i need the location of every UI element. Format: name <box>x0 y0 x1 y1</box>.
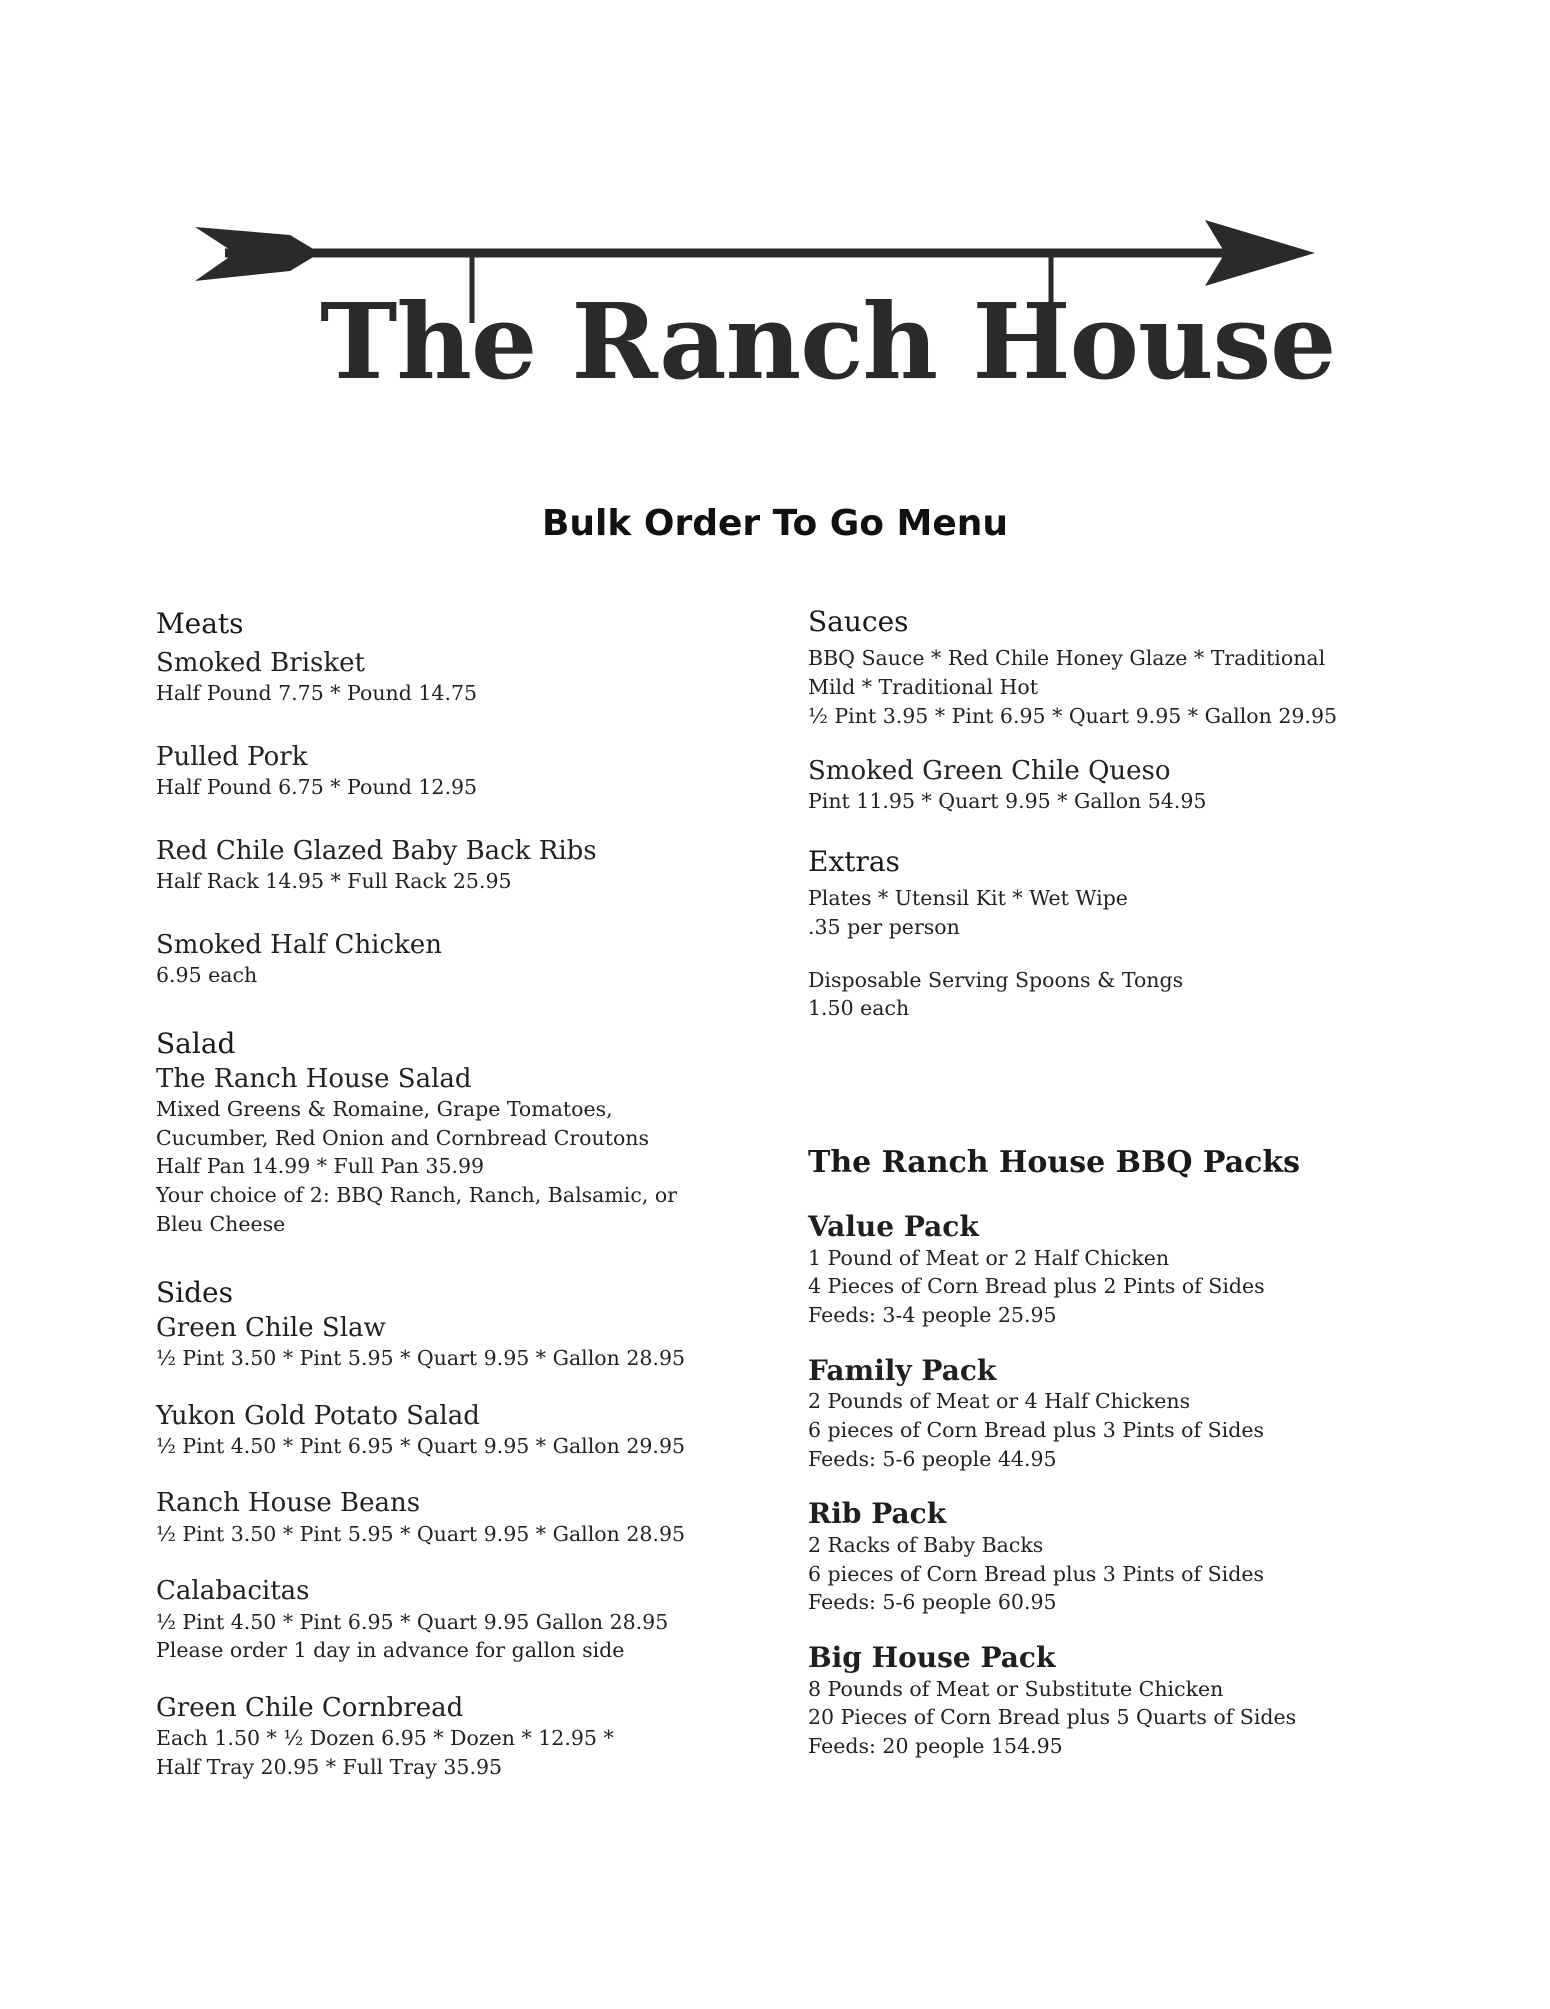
section-heading-sauces: Sauces <box>808 605 909 638</box>
pack-price: Feeds: 5-6 people 60.95 <box>808 1590 1057 1615</box>
pack-item <box>808 1354 1448 1474</box>
item-description: Disposable Serving Spoons & Tongs <box>808 967 1184 992</box>
item-description: Mixed Greens & Romaine, Grape Tomatoes, <box>156 1097 613 1122</box>
item-price: Half Pan 14.99 * Full Pan 35.99 <box>156 1154 485 1179</box>
item-price: ½ Pint 3.95 * Pint 6.95 * Quart 9.95 * Gallon 29.95 <box>808 703 1338 728</box>
item-description: Your choice of 2: BBQ Ranch, Ranch, Balsamic, or <box>156 1183 678 1208</box>
item-price: ½ Pint 4.50 * Pint 6.95 * Quart 9.95 * Gallon 29.95 <box>156 1433 686 1458</box>
pack-name: Big House Pack <box>808 1641 1056 1675</box>
pack-line: 6 pieces of Corn Bread plus 3 Pints of Sides <box>808 1418 1264 1442</box>
item-name: Green Chile Cornbread <box>156 1692 464 1723</box>
pack-name: Value Pack <box>808 1210 979 1244</box>
item-description: BBQ Sauce * Red Chile Honey Glaze * Traditional <box>808 646 1326 671</box>
pack-price: Feeds: 5-6 people 44.95 <box>808 1446 1057 1471</box>
pack-line: 4 Pieces of Corn Bread plus 2 Pints of Sides <box>808 1274 1265 1299</box>
item-price: Each 1.50 * ½ Dozen 6.95 * Dozen * 12.95 * <box>156 1726 614 1751</box>
item-name: Smoked Half Chicken <box>156 929 442 960</box>
item-name: Ranch House Beans <box>156 1488 421 1519</box>
item-note: Please order 1 day in advance for gallon side <box>156 1638 625 1663</box>
item-price: 1.50 each <box>808 996 910 1021</box>
section-heading-sides: Sides <box>156 1275 233 1309</box>
pack-item <box>808 1497 1448 1617</box>
pack-price: Feeds: 20 people 154.95 <box>808 1734 1063 1758</box>
menu-item <box>156 836 756 896</box>
section-heading-meats: Meats <box>156 607 244 640</box>
menu-item <box>156 1401 756 1461</box>
item-price: .35 per person <box>808 915 960 939</box>
menu-item <box>156 1576 756 1665</box>
pack-name: Rib Pack <box>808 1497 947 1531</box>
pack-item <box>808 1210 1448 1330</box>
right-column <box>808 606 1448 1761</box>
logo-wordmark: The Ranch House <box>320 280 1336 403</box>
pack-line: 1 Pound of Meat or 2 Half Chicken <box>808 1245 1170 1270</box>
pack-line: 20 Pieces of Corn Bread plus 5 Quarts of Sides <box>808 1705 1297 1730</box>
menu-item <box>156 742 756 802</box>
item-price: ½ Pint 3.50 * Pint 5.95 * Quart 9.95 * Gallon 28.95 <box>156 1521 686 1546</box>
pack-name: Family Pack <box>808 1353 997 1387</box>
section-heading-bbq-packs: The Ranch House BBQ Packs <box>808 1145 1301 1181</box>
item-name: Yukon Gold Potato Salad <box>156 1400 480 1431</box>
item-description: Plates * Utensil Kit * Wet Wipe <box>808 886 1128 911</box>
pack-line: 6 pieces of Corn Bread plus 3 Pints of Sides <box>808 1561 1264 1586</box>
item-price: Half Pound 6.75 * Pound 12.95 <box>156 775 478 800</box>
item-name: Green Chile Slaw <box>156 1312 386 1343</box>
meats-section <box>156 608 756 990</box>
item-name: Smoked Green Chile Queso <box>808 756 1171 787</box>
pack-price: Feeds: 3-4 people 25.95 <box>808 1303 1057 1328</box>
menu-item <box>156 1693 756 1782</box>
page-title: Bulk Order To Go Menu <box>541 503 1009 544</box>
left-column <box>156 608 756 1781</box>
item-name: Pulled Pork <box>156 742 308 773</box>
section-heading-salad: Salad <box>156 1026 236 1060</box>
pack-item <box>808 1641 1448 1761</box>
item-description: Cucumber, Red Onion and Cornbread Croutons <box>156 1125 650 1150</box>
item-name: Calabacitas <box>156 1576 310 1607</box>
item-price: Half Rack 14.95 * Full Rack 25.95 <box>156 869 512 894</box>
menu-item <box>156 1488 756 1548</box>
pack-line: 8 Pounds of Meat or Substitute Chicken <box>808 1676 1224 1701</box>
extras-section <box>808 846 1448 1023</box>
item-price: ½ Pint 4.50 * Pint 6.95 * Quart 9.95 Gallon 28.95 <box>156 1609 669 1634</box>
section-heading-extras: Extras <box>808 845 900 879</box>
item-price: Half Tray 20.95 * Full Tray 35.95 <box>156 1754 503 1779</box>
item-price: ½ Pint 3.50 * Pint 5.95 * Quart 9.95 * Gallon 28.95 <box>156 1345 686 1370</box>
salad-section <box>156 1028 756 1239</box>
menu-item <box>156 930 756 990</box>
item-price: Half Pound 7.75 * Pound 14.75 <box>156 681 478 706</box>
item-price: 6.95 each <box>156 963 258 987</box>
pack-line: 2 Pounds of Meat or 4 Half Chickens <box>808 1389 1191 1414</box>
item-name: Red Chile Glazed Baby Back Ribs <box>156 835 597 866</box>
item-name: The Ranch House Salad <box>156 1063 472 1094</box>
menu-item <box>156 1313 756 1373</box>
pack-line: 2 Racks of Baby Backs <box>808 1532 1044 1557</box>
bbq-packs-section <box>808 1145 1448 1761</box>
sides-section <box>156 1277 756 1782</box>
menu-item <box>156 648 756 708</box>
item-name: Smoked Brisket <box>156 648 365 679</box>
item-description: Mild * Traditional Hot <box>808 674 1038 699</box>
item-price: Pint 11.95 * Quart 9.95 * Gallon 54.95 <box>808 789 1207 814</box>
item-description: Bleu Cheese <box>156 1211 286 1236</box>
sauces-section <box>808 606 1448 816</box>
